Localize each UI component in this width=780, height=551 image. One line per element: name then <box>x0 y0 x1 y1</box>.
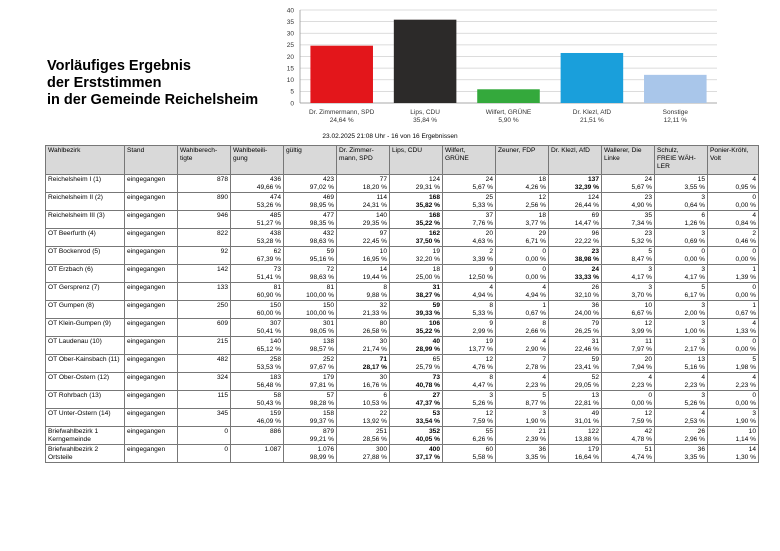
value-cell: 352 40,05 % <box>390 427 443 445</box>
value-cell: 1 0,67 % <box>708 301 759 319</box>
district-name: OT Rohrbach (13) <box>46 391 125 409</box>
table-row <box>46 355 759 373</box>
value-cell: 3 4,17 % <box>602 265 655 283</box>
value-cell: 4 0,84 % <box>708 211 759 229</box>
value-cell: 879 99,21 % <box>284 427 337 445</box>
value-cell: 10 6,67 % <box>602 301 655 319</box>
status-cell: eingegangen <box>125 301 178 319</box>
value-cell: 3 3,70 % <box>602 283 655 301</box>
value-cell: 22 13,92 % <box>337 409 390 427</box>
value-cell: 49 31,01 % <box>549 409 602 427</box>
value-cell: 23 5,32 % <box>602 229 655 247</box>
value-cell: 31 38,27 % <box>390 283 443 301</box>
status-cell: eingegangen <box>125 229 178 247</box>
table-row <box>46 445 759 463</box>
value-cell: 438 53,28 % <box>231 229 284 247</box>
value-cell: 485 51,27 % <box>231 211 284 229</box>
table-row <box>46 427 759 445</box>
value-cell: 138 98,57 % <box>284 337 337 355</box>
value-cell: 55 6,26 % <box>443 427 496 445</box>
value-cell: 0 <box>178 445 231 463</box>
value-cell: 4 0,95 % <box>708 175 759 193</box>
value-cell: 251 28,56 % <box>337 427 390 445</box>
value-cell: 1.087 <box>231 445 284 463</box>
value-cell: 159 46,09 % <box>231 409 284 427</box>
column-header: Lips, CDU <box>390 146 443 175</box>
status-cell: eingegangen <box>125 409 178 427</box>
district-name: Briefwahlbezirk 1 Kerngemeinde <box>46 427 125 445</box>
district-name: OT Ober-Ostern (12) <box>46 373 125 391</box>
value-cell: 3 2,00 % <box>655 301 708 319</box>
value-cell: 12 2,56 % <box>496 193 549 211</box>
value-cell: 11 7,97 % <box>602 337 655 355</box>
status-cell: eingegangen <box>125 337 178 355</box>
value-cell: 183 56,48 % <box>231 373 284 391</box>
y-tick-label: 40 <box>286 7 294 15</box>
district-name: OT Erzbach (6) <box>46 265 125 283</box>
table-row <box>46 409 759 427</box>
value-cell: 36 24,00 % <box>549 301 602 319</box>
district-name: OT Gumpen (8) <box>46 301 125 319</box>
value-cell: 124 26,44 % <box>549 193 602 211</box>
district-name: OT Gersprenz (7) <box>46 283 125 301</box>
value-cell: 59 39,33 % <box>390 301 443 319</box>
status-cell: eingegangen <box>125 247 178 265</box>
x-percent-label: 21,51 % <box>579 117 604 124</box>
column-header: Wahlbeteili- gung <box>231 146 284 175</box>
value-cell: 345 <box>178 409 231 427</box>
value-cell: 436 49,66 % <box>231 175 284 193</box>
value-cell: 27 47,37 % <box>390 391 443 409</box>
value-cell: 0 0,00 % <box>655 247 708 265</box>
column-header: Zeuner, FDP <box>496 146 549 175</box>
y-tick-label: 25 <box>286 42 294 50</box>
value-cell: 30 21,74 % <box>337 337 390 355</box>
x-percent-label: 12,11 % <box>663 117 687 124</box>
value-cell: 168 35,82 % <box>390 193 443 211</box>
value-cell: 26 2,96 % <box>655 427 708 445</box>
table-row <box>46 247 759 265</box>
value-cell: 51 4,74 % <box>602 445 655 463</box>
value-cell: 59 23,41 % <box>549 355 602 373</box>
value-cell: 142 <box>178 265 231 283</box>
value-cell: 124 29,31 % <box>390 175 443 193</box>
x-percent-label: 5,90 % <box>498 117 519 124</box>
value-cell: 300 27,88 % <box>337 445 390 463</box>
value-cell: 252 97,67 % <box>284 355 337 373</box>
value-cell: 59 95,16 % <box>284 247 337 265</box>
column-header: gültig <box>284 146 337 175</box>
x-category-label: Wilfert, GRÜNE <box>485 109 532 116</box>
district-name: Reichelsheim II (2) <box>46 193 125 211</box>
y-tick-label: 15 <box>286 65 294 73</box>
status-cell: eingegangen <box>125 175 178 193</box>
value-cell: 168 35,22 % <box>390 211 443 229</box>
status-cell: eingegangen <box>125 211 178 229</box>
value-cell: 122 13,88 % <box>549 427 602 445</box>
status-cell: eingegangen <box>125 265 178 283</box>
status-cell: eingegangen <box>125 319 178 337</box>
value-cell: 8 9,88 % <box>337 283 390 301</box>
value-cell: 20 7,94 % <box>602 355 655 373</box>
value-cell: 20 4,63 % <box>443 229 496 247</box>
district-name: OT Unter-Ostern (14) <box>46 409 125 427</box>
table-row <box>46 211 759 229</box>
value-cell: 36 3,35 % <box>655 445 708 463</box>
bar-1 <box>310 46 373 103</box>
value-cell: 52 29,05 % <box>549 373 602 391</box>
value-cell: 158 99,37 % <box>284 409 337 427</box>
value-cell: 24 5,67 % <box>602 175 655 193</box>
status-cell: eingegangen <box>125 283 178 301</box>
y-tick-label: 5 <box>290 88 294 96</box>
value-cell: 29 6,71 % <box>496 229 549 247</box>
value-cell: 4 2,23 % <box>496 373 549 391</box>
value-cell: 609 <box>178 319 231 337</box>
value-cell: 57 98,28 % <box>284 391 337 409</box>
bar-5 <box>644 75 707 103</box>
x-percent-label: 24,64 % <box>329 117 354 124</box>
value-cell: 2 0,46 % <box>708 229 759 247</box>
value-cell: 301 98,05 % <box>284 319 337 337</box>
value-cell: 324 <box>178 373 231 391</box>
y-tick-label: 20 <box>286 53 294 61</box>
value-cell: 42 4,78 % <box>602 427 655 445</box>
x-category-label: Sonstige <box>662 109 688 116</box>
value-cell: 72 98,63 % <box>284 265 337 283</box>
column-header: Wilfert, GRÜNE <box>443 146 496 175</box>
table-row <box>46 391 759 409</box>
value-cell: 32 21,33 % <box>337 301 390 319</box>
value-cell: 878 <box>178 175 231 193</box>
value-cell: 150 60,00 % <box>231 301 284 319</box>
status-cell: eingegangen <box>125 427 178 445</box>
value-cell: 12 7,59 % <box>443 409 496 427</box>
value-cell: 307 50,41 % <box>231 319 284 337</box>
value-cell: 77 18,20 % <box>337 175 390 193</box>
value-cell: 26 32,10 % <box>549 283 602 301</box>
y-tick-label: 10 <box>286 77 294 85</box>
value-cell: 73 40,78 % <box>390 373 443 391</box>
value-cell: 14 19,44 % <box>337 265 390 283</box>
value-cell: 106 35,22 % <box>390 319 443 337</box>
table-row <box>46 265 759 283</box>
value-cell: 3 0,64 % <box>655 193 708 211</box>
table-header-row <box>46 146 759 175</box>
value-cell: 250 <box>178 301 231 319</box>
value-cell: 12 7,59 % <box>602 409 655 427</box>
value-cell: 97 22,45 % <box>337 229 390 247</box>
value-cell: 5 6,17 % <box>655 283 708 301</box>
value-cell: 133 <box>178 283 231 301</box>
value-cell: 69 14,47 % <box>549 211 602 229</box>
column-header: Dr. Zimmer- mann, SPD <box>337 146 390 175</box>
value-cell: 946 <box>178 211 231 229</box>
title-line-3: in der Gemeinde Reichelsheim <box>47 92 259 108</box>
column-header: Schulz, FREIE WÄH- LER <box>655 146 708 175</box>
value-cell: 81 60,90 % <box>231 283 284 301</box>
value-cell: 19 32,20 % <box>390 247 443 265</box>
status-cell: eingegangen <box>125 355 178 373</box>
table-row <box>46 373 759 391</box>
value-cell: 10 16,95 % <box>337 247 390 265</box>
value-cell: 822 <box>178 229 231 247</box>
value-cell: 3 1,90 % <box>708 409 759 427</box>
value-cell: 4 4,94 % <box>496 283 549 301</box>
value-cell: 1.076 98,99 % <box>284 445 337 463</box>
value-cell: 1 0,67 % <box>496 301 549 319</box>
value-cell: 482 <box>178 355 231 373</box>
value-cell: 0 0,00 % <box>708 247 759 265</box>
value-cell: 36 3,35 % <box>496 445 549 463</box>
value-cell: 12 4,76 % <box>443 355 496 373</box>
column-header: Wahlbezirk <box>46 146 125 175</box>
value-cell: 0 0,00 % <box>708 193 759 211</box>
value-cell: 8 4,47 % <box>443 373 496 391</box>
x-category-label: Dr. Klezl, AfD <box>572 109 612 116</box>
y-tick-label: 30 <box>286 30 294 38</box>
value-cell: 886 <box>231 427 284 445</box>
value-cell: 5 8,77 % <box>496 391 549 409</box>
value-cell: 162 37,50 % <box>390 229 443 247</box>
value-cell: 15 3,55 % <box>655 175 708 193</box>
value-cell: 114 24,31 % <box>337 193 390 211</box>
value-cell: 3 5,26 % <box>655 391 708 409</box>
value-cell: 0 0,00 % <box>708 337 759 355</box>
bar-4 <box>561 53 624 103</box>
value-cell: 423 97,02 % <box>284 175 337 193</box>
value-cell: 31 22,46 % <box>549 337 602 355</box>
value-cell: 0 <box>178 427 231 445</box>
value-cell: 30 16,76 % <box>337 373 390 391</box>
value-cell: 96 22,22 % <box>549 229 602 247</box>
value-cell: 4 1,33 % <box>708 319 759 337</box>
value-cell: 3 5,26 % <box>443 391 496 409</box>
column-header: Stand <box>125 146 178 175</box>
value-cell: 24 33,33 % <box>549 265 602 283</box>
value-cell: 3 1,90 % <box>496 409 549 427</box>
status-cell: eingegangen <box>125 391 178 409</box>
value-cell: 3 0,69 % <box>655 229 708 247</box>
value-cell: 40 28,99 % <box>390 337 443 355</box>
value-cell: 92 <box>178 247 231 265</box>
value-cell: 432 98,63 % <box>284 229 337 247</box>
value-cell: 115 <box>178 391 231 409</box>
value-cell: 21 2,39 % <box>496 427 549 445</box>
value-cell: 0 0,00 % <box>708 283 759 301</box>
table-row <box>46 229 759 247</box>
result-timestamp: 23.02.2025 21:08 Uhr - 16 von 16 Ergebnissen <box>322 133 458 140</box>
value-cell: 4 2,23 % <box>708 373 759 391</box>
y-tick-label: 0 <box>290 100 294 108</box>
column-header: Dr. Klezl, AfD <box>549 146 602 175</box>
value-cell: 8 5,33 % <box>443 301 496 319</box>
value-cell: 73 51,41 % <box>231 265 284 283</box>
value-cell: 19 13,77 % <box>443 337 496 355</box>
value-cell: 53 33,54 % <box>390 409 443 427</box>
district-name: Reichelsheim III (3) <box>46 211 125 229</box>
district-name: Reichelsheim I (1) <box>46 175 125 193</box>
title-line-1: Vorläufiges Ergebnis <box>47 58 191 74</box>
title-line-2: der Erststimmen <box>47 75 162 91</box>
results-table <box>45 145 759 463</box>
results-bar-chart <box>0 0 780 135</box>
value-cell: 3 1,00 % <box>655 319 708 337</box>
value-cell: 37 7,76 % <box>443 211 496 229</box>
value-cell: 5 8,47 % <box>602 247 655 265</box>
value-cell: 13 22,81 % <box>549 391 602 409</box>
value-cell: 23 38,98 % <box>549 247 602 265</box>
value-cell: 6 1,26 % <box>655 211 708 229</box>
value-cell: 13 5,16 % <box>655 355 708 373</box>
value-cell: 23 4,90 % <box>602 193 655 211</box>
value-cell: 890 <box>178 193 231 211</box>
value-cell: 0 0,00 % <box>496 265 549 283</box>
value-cell: 4 2,23 % <box>655 373 708 391</box>
value-cell: 5 1,98 % <box>708 355 759 373</box>
value-cell: 10 1,14 % <box>708 427 759 445</box>
value-cell: 65 25,79 % <box>390 355 443 373</box>
value-cell: 18 4,26 % <box>496 175 549 193</box>
value-cell: 71 28,17 % <box>337 355 390 373</box>
value-cell: 25 5,33 % <box>443 193 496 211</box>
value-cell: 4 2,23 % <box>602 373 655 391</box>
district-name: OT Laudenau (10) <box>46 337 125 355</box>
value-cell: 9 12,50 % <box>443 265 496 283</box>
value-cell: 140 29,35 % <box>337 211 390 229</box>
district-name: OT Beerfurth (4) <box>46 229 125 247</box>
value-cell: 7 2,78 % <box>496 355 549 373</box>
column-header: Wallerer, Die Linke <box>602 146 655 175</box>
value-cell: 81 100,00 % <box>284 283 337 301</box>
value-cell: 58 50,43 % <box>231 391 284 409</box>
value-cell: 474 53,26 % <box>231 193 284 211</box>
district-name: OT Klein-Gumpen (9) <box>46 319 125 337</box>
district-name: OT Bockenrod (5) <box>46 247 125 265</box>
value-cell: 6 10,53 % <box>337 391 390 409</box>
value-cell: 469 98,95 % <box>284 193 337 211</box>
value-cell: 258 53,53 % <box>231 355 284 373</box>
status-cell: eingegangen <box>125 445 178 463</box>
value-cell: 4 2,53 % <box>655 409 708 427</box>
value-cell: 215 <box>178 337 231 355</box>
table-row <box>46 301 759 319</box>
value-cell: 0 0,00 % <box>708 391 759 409</box>
status-cell: eingegangen <box>125 373 178 391</box>
district-name: OT Ober-Kainsbach (11) <box>46 355 125 373</box>
value-cell: 3 2,17 % <box>655 337 708 355</box>
value-cell: 137 32,39 % <box>549 175 602 193</box>
value-cell: 80 26,58 % <box>337 319 390 337</box>
value-cell: 1 1,39 % <box>708 265 759 283</box>
value-cell: 150 100,00 % <box>284 301 337 319</box>
value-cell: 179 97,81 % <box>284 373 337 391</box>
status-cell: eingegangen <box>125 193 178 211</box>
y-tick-label: 35 <box>286 18 294 26</box>
value-cell: 9 2,99 % <box>443 319 496 337</box>
table-row <box>46 283 759 301</box>
value-cell: 179 16,64 % <box>549 445 602 463</box>
table-row <box>46 175 759 193</box>
value-cell: 0 0,00 % <box>602 391 655 409</box>
value-cell: 0 0,00 % <box>496 247 549 265</box>
value-cell: 140 65,12 % <box>231 337 284 355</box>
district-name: Briefwahlbezirk 2 Ortsteile <box>46 445 125 463</box>
value-cell: 2 3,39 % <box>443 247 496 265</box>
value-cell: 35 7,34 % <box>602 211 655 229</box>
bar-3 <box>477 89 540 103</box>
x-percent-label: 35,84 % <box>413 117 438 124</box>
table-row <box>46 319 759 337</box>
value-cell: 18 3,77 % <box>496 211 549 229</box>
x-category-label: Dr. Zimmermann, SPD <box>309 109 375 116</box>
value-cell: 400 37,17 % <box>390 445 443 463</box>
value-cell: 14 1,30 % <box>708 445 759 463</box>
value-cell: 3 4,17 % <box>655 265 708 283</box>
value-cell: 8 2,66 % <box>496 319 549 337</box>
bar-2 <box>394 20 457 103</box>
column-header: Wahlberech- tigte <box>178 146 231 175</box>
value-cell: 4 2,90 % <box>496 337 549 355</box>
value-cell: 18 25,00 % <box>390 265 443 283</box>
x-category-label: Lips, CDU <box>410 109 440 116</box>
value-cell: 4 4,94 % <box>443 283 496 301</box>
value-cell: 60 5,58 % <box>443 445 496 463</box>
table-row <box>46 337 759 355</box>
value-cell: 24 5,67 % <box>443 175 496 193</box>
value-cell: 12 3,99 % <box>602 319 655 337</box>
value-cell: 79 26,25 % <box>549 319 602 337</box>
table-row <box>46 193 759 211</box>
column-header: Ponier-Kröhl, Volt <box>708 146 759 175</box>
value-cell: 477 98,35 % <box>284 211 337 229</box>
value-cell: 62 67,39 % <box>231 247 284 265</box>
